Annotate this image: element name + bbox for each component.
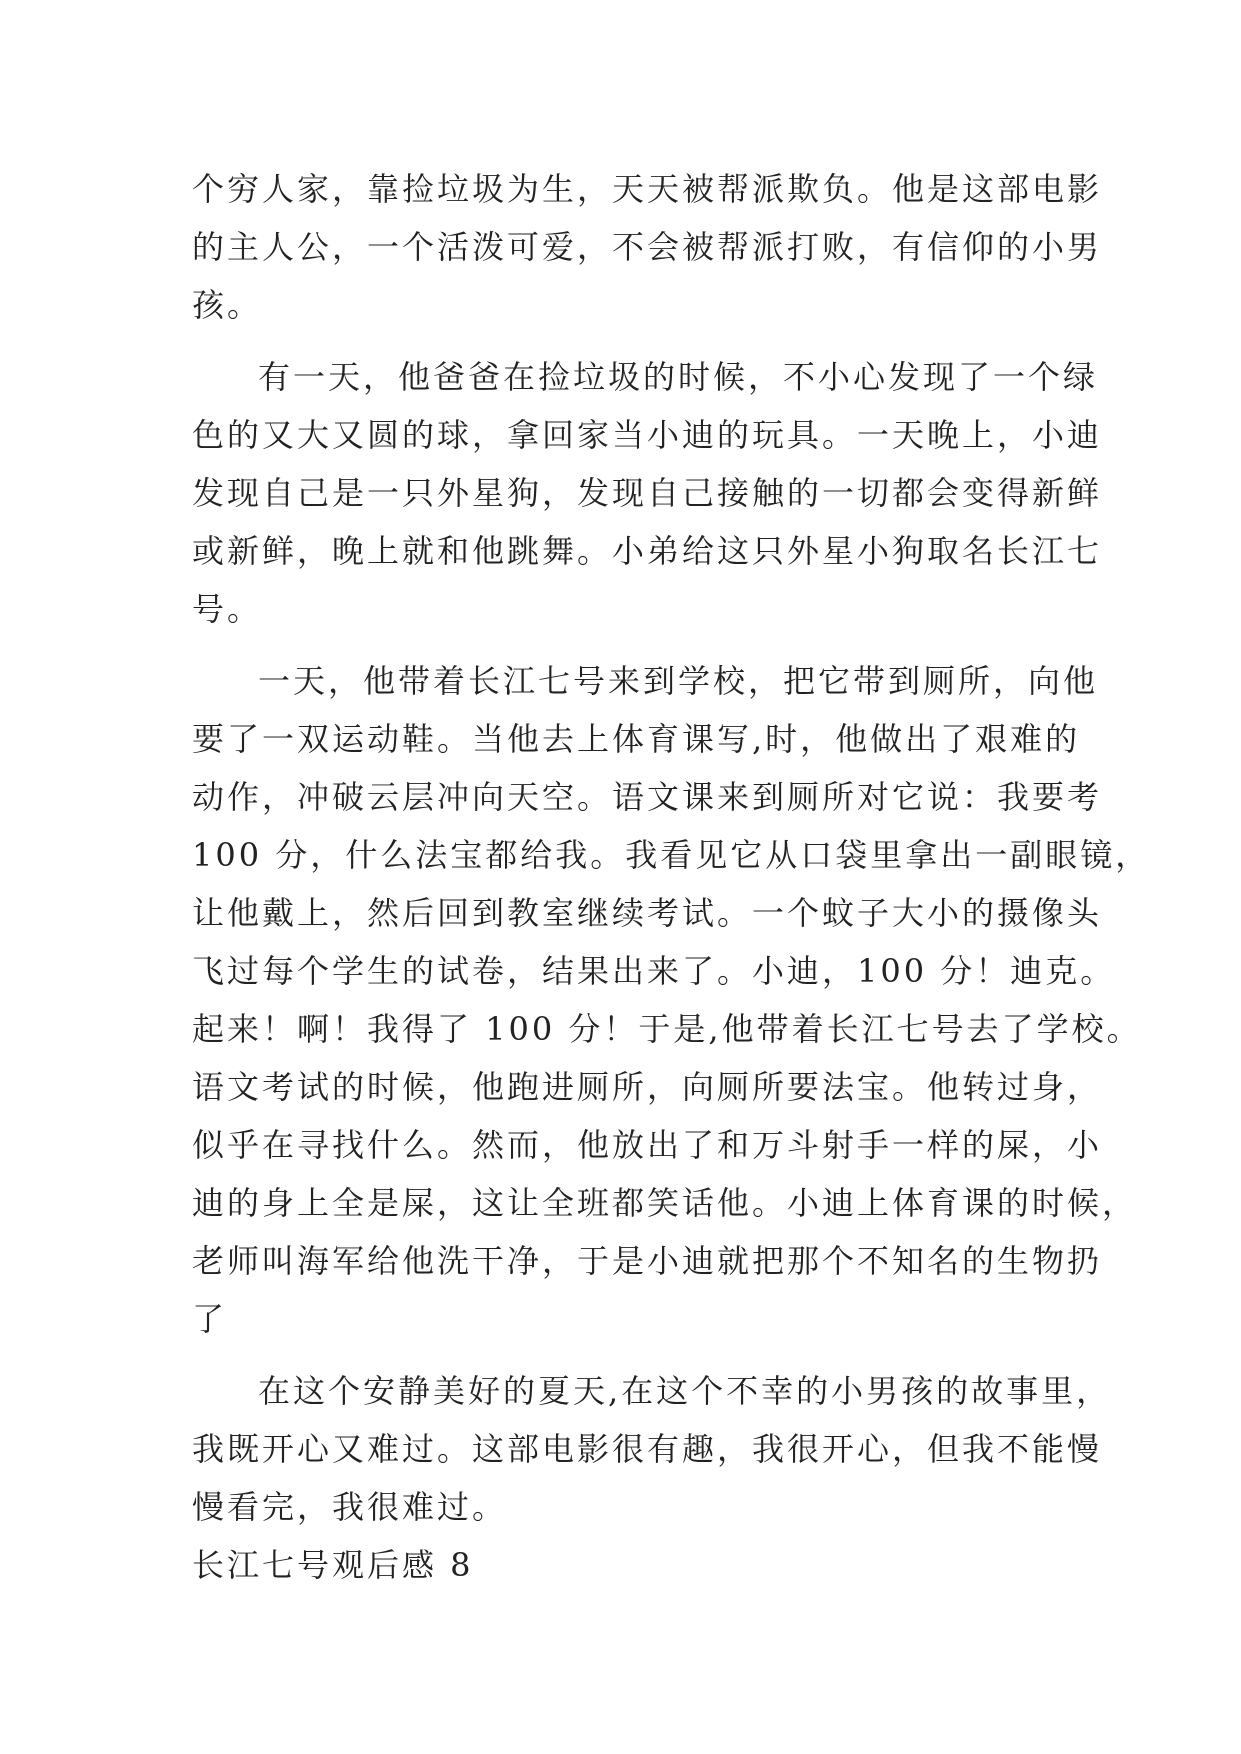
paragraph-1 [192,160,1103,334]
text-line: 个穷人家，靠捡垃圾为生，天天被帮派欺负。他是这部电影 [192,170,1103,208]
text-line: 老师叫海军给他洗干净，于是小迪就把那个不知名的生物扔 [192,1242,1103,1280]
text-line: 有一天，他爸爸在捡垃圾的时候，不小心发现了一个绿 [258,358,1099,396]
paragraph-2 [192,348,1103,638]
text-line: 我既开心又难过。这部电影很有趣，我很开心，但我不能慢 [192,1430,1103,1468]
text-line: 一天，他带着长江七号来到学校，把它带到厕所，向他 [258,662,1099,700]
text-line: 要了一双运动鞋。当他去上体育课写,时，他做出了艰难的 [192,720,1081,758]
text-line: 飞过每个学生的试卷，结果出来了。小迪，100 分！迪克。 [192,952,1116,990]
text-line: 语文考试的时候，他跑进厕所，向厕所要法宝。他转过身， [192,1068,1103,1106]
text-line: 号。 [192,590,263,628]
text-line: 了 [192,1300,228,1338]
section-heading: 长江七号观后感 8 [192,1546,474,1584]
text-line: 孩。 [192,286,263,324]
text-line: 动作，冲破云层冲向天空。语文课来到厕所对它说：我要考 [192,778,1103,816]
text-line: 似乎在寻找什么。然而，他放出了和万斗射手一样的屎，小 [192,1126,1103,1164]
text-line: 发现自己是一只外星狗，发现自己接触的一切都会变得新鲜 [192,474,1103,512]
text-line: 慢看完，我很难过。 [192,1488,508,1526]
text-line: 起来！啊！我得了 100 分！于是,他带着长江七号去了学校。 [192,1010,1142,1048]
text-line: 迪的身上全是屎，这让全班都笑话他。小迪上体育课的时候， [192,1184,1138,1222]
text-line: 让他戴上，然后回到教室继续考试。一个蚊子大小的摄像头 [192,894,1103,932]
text-line: 在这个安静美好的夏天,在这个不幸的小男孩的故事里， [258,1372,1112,1410]
document-body [192,160,1151,1594]
paragraph-4 [192,1362,1112,1536]
text-line: 色的又大又圆的球，拿回家当小迪的玩具。一天晚上，小迪 [192,416,1103,454]
paragraph-3 [192,652,1151,1348]
text-line: 100 分，什么法宝都给我。我看见它从口袋里拿出一副眼镜， [192,836,1151,874]
text-line: 的主人公，一个活泼可爱，不会被帮派打败，有信仰的小男 [192,228,1103,266]
text-line: 或新鲜，晚上就和他跳舞。小弟给这只外星小狗取名长江七 [192,532,1103,570]
